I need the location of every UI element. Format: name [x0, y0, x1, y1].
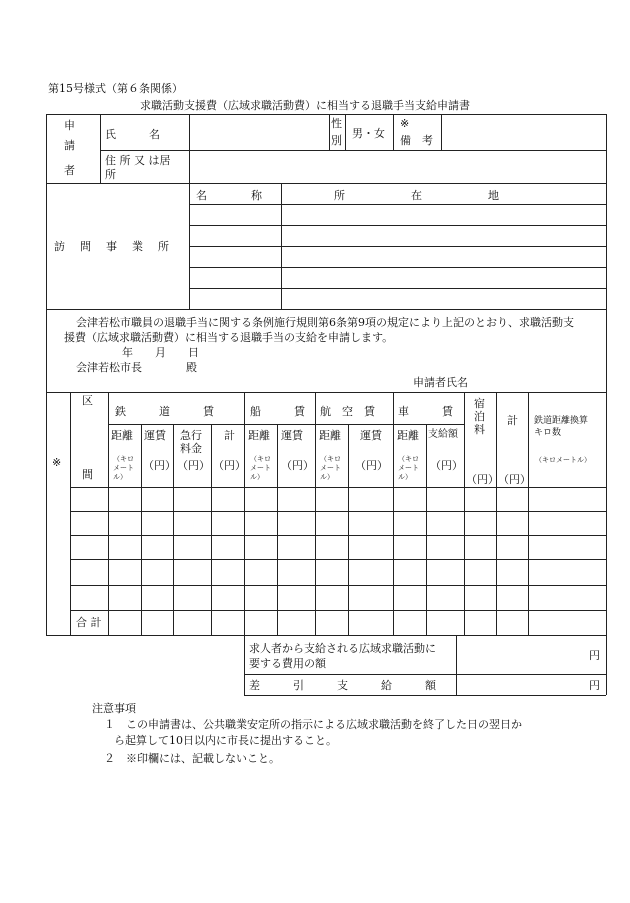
declaration-date: 年 月 日: [122, 346, 199, 359]
net-payment-label: 差 引 支 給 額: [249, 679, 436, 692]
name-field[interactable]: [190, 115, 328, 149]
express-sub-1: 急行: [180, 429, 202, 442]
rail-fare-unit: （円）: [143, 459, 176, 472]
sex-value[interactable]: 男・女: [352, 127, 385, 140]
note-1-line-1: １ この申請書は、公共職業安定所の指示による広域求職活動を終了した日の翌日か: [104, 718, 522, 731]
air-unit-km-2: メート: [320, 464, 341, 472]
rail-distance-sub: 距離: [111, 429, 133, 442]
rail-unit-km-1: （キロ: [113, 455, 134, 463]
ship-unit-km-1: （キロ: [250, 455, 271, 463]
net-payment-yen: 円: [589, 679, 600, 692]
remarks-mark: ※: [400, 117, 410, 130]
section-label-bottom: 間: [82, 468, 93, 481]
total-unit: （円）: [498, 473, 531, 486]
ship-fare-unit: （円）: [281, 459, 314, 472]
air-unit-km-3: ル）: [320, 473, 334, 481]
car-unit-km-1: （キロ: [398, 455, 419, 463]
air-fare-unit: （円）: [355, 459, 388, 472]
visits-location-header: 所 在 地: [334, 189, 499, 202]
car-unit-km-3: ル）: [398, 473, 412, 481]
ship-unit-km-3: ル）: [250, 473, 264, 481]
remarks-label: 備 考: [400, 134, 433, 147]
applicant-signature-label: 申請者氏名: [413, 376, 468, 389]
address-field[interactable]: [190, 151, 605, 182]
ship-fare-header: 船 賃: [250, 405, 305, 418]
express-sub-2: 料金: [180, 442, 202, 455]
declaration-line-2: 援費（広域求職活動費）に相当する退職手当の支給を申請します。: [64, 331, 394, 344]
air-fare-sub: 運賃: [360, 429, 382, 442]
employer-paid-label-2: 要する費用の額: [249, 657, 326, 670]
sex-label-1: 性: [331, 117, 342, 130]
applicant-header-1: 申: [64, 119, 75, 132]
applicant-header-2: 請: [64, 139, 75, 152]
ship-fare-sub: 運賃: [281, 429, 303, 442]
lodging-unit: （円）: [466, 473, 499, 486]
ship-unit-km-2: メート: [250, 464, 271, 472]
declaration-addressee: 会津若松市長 殿: [76, 361, 197, 374]
air-fare-header: 航 空 賃: [320, 405, 375, 418]
visits-name-header: 名 称: [196, 189, 262, 202]
express-unit: （円）: [177, 459, 210, 472]
employer-paid-yen: 円: [589, 649, 600, 662]
rail-unit-km-3: ル）: [113, 473, 127, 481]
employer-paid-label-1: 求人者から支給される広域求職活動に: [249, 642, 436, 655]
rail-unit-km-2: メート: [113, 464, 134, 472]
name-label: 氏 名: [105, 128, 160, 141]
air-distance-sub: 距離: [319, 429, 341, 442]
car-payment-unit: （円）: [430, 459, 463, 472]
address-label-1: 住 所 又 は居: [105, 154, 171, 167]
note-2: ２ ※印欄には、記載しないこと。: [104, 752, 280, 765]
address-label-2: 所: [105, 168, 116, 181]
expense-mark: ※: [52, 456, 62, 469]
rail-distance-unit: （キロメートル）: [535, 456, 591, 464]
car-unit-km-2: メート: [398, 464, 419, 472]
section-label-top: 区: [82, 394, 93, 407]
car-fare-header: 車 賃: [398, 405, 453, 418]
applicant-header-3: 者: [64, 164, 75, 177]
sum-row-label: 合 計: [76, 616, 102, 629]
car-distance-sub: 距離: [397, 429, 419, 442]
rail-fare-sub: 運賃: [144, 429, 166, 442]
rail-fare-header: 鉄 道 賃: [115, 405, 214, 418]
visits-label: 訪 問 事 業 所: [54, 240, 171, 253]
lodging-header-1: 宿: [474, 397, 485, 410]
declaration-line-1: 会津若松市職員の退職手当に関する条例施行規則第6条第9項の規定により上記のとおり、求職活動支: [76, 316, 574, 329]
car-payment-sub: 支給額: [428, 429, 458, 440]
form-number: 第15号様式（第６条関係）: [48, 82, 183, 95]
sex-label-2: 別: [331, 134, 342, 147]
air-unit-km-1: （キロ: [320, 455, 341, 463]
rail-total-unit: （円）: [213, 459, 246, 472]
lodging-header-2: 泊: [474, 410, 485, 423]
lodging-header-3: 料: [474, 423, 485, 436]
note-1-line-2: ら起算して10日以内に市長に提出すること。: [114, 734, 337, 747]
total-header: 計: [507, 414, 518, 427]
rail-distance-header-2: キロ数: [534, 428, 562, 438]
ship-distance-sub: 距離: [248, 429, 270, 442]
rail-total-sub: 計: [224, 429, 235, 442]
notes-heading: 注意事項: [92, 702, 136, 715]
document-title: 求職活動支援費（広域求職活動費）に相当する退職手当支給申請書: [140, 99, 470, 112]
rail-distance-header-1: 鉄道距離換算: [534, 416, 589, 426]
